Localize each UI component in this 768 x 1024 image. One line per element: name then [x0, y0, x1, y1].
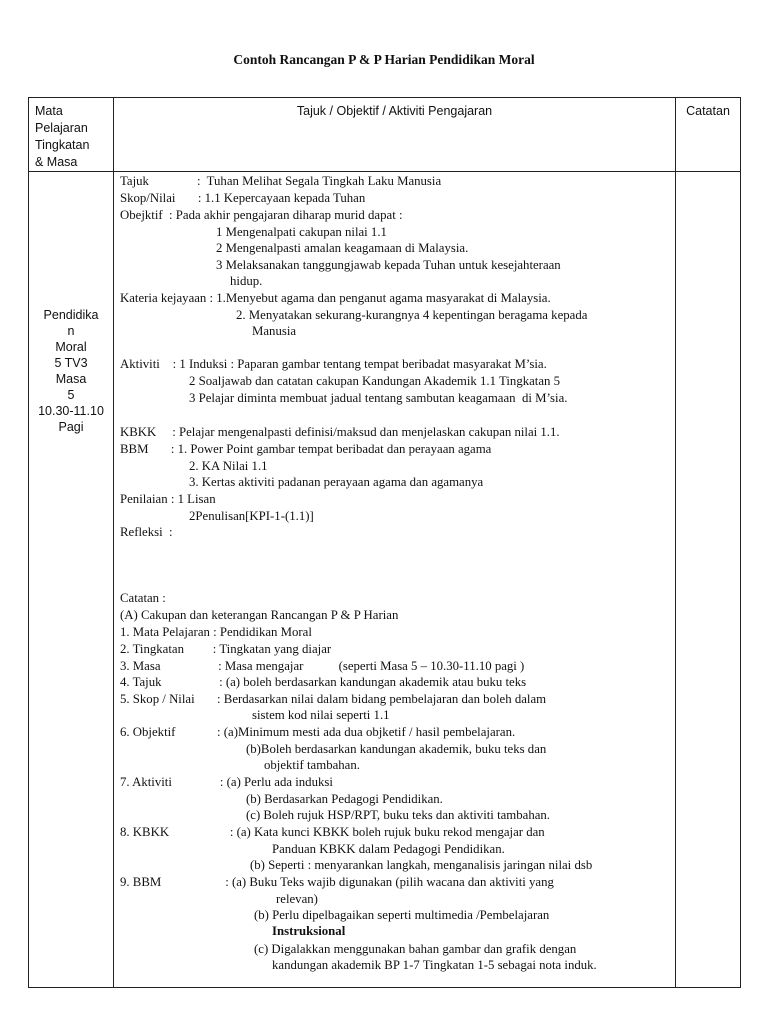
lesson-content [114, 172, 675, 987]
content-line-note-9-cont: relevan) [276, 892, 318, 906]
content-line-note-6: 6. Objektif : (a)Minimum mesti ada dua objketif / hasil pembelajaran. [120, 725, 516, 739]
subject-cell [29, 172, 114, 988]
header-subject-line: Pelajaran [35, 121, 88, 135]
content-line-note-3: 3. Masa : Masa mengajar (seperti Masa 5 – 10.30-11.10 pagi ) [120, 659, 525, 673]
content-line-catatan-a: (A) Cakupan dan keterangan Rancangan P & P Harian [120, 608, 399, 622]
lesson-plan-table [28, 97, 741, 988]
content-line-objektif-3: 3 Melaksanakan tanggungjawab kepada Tuhan untuk kesejahteraan [216, 258, 561, 272]
header-subject-line: Tingkatan [35, 138, 90, 152]
table-header-row [29, 98, 741, 172]
subject-line: Pendidika [43, 308, 99, 322]
content-line-bbm: BBM : 1. Power Point gambar tempat beribadat dan perayaan agama [120, 442, 492, 456]
content-line-note-9-c: (c) Digalakkan menggunakan bahan gambar dan grafik dengan [254, 942, 577, 956]
content-line-bbm-2: 2. KA Nilai 1.1 [189, 459, 268, 473]
subject-line: 5 [67, 388, 75, 402]
content-line-kriteria: Kateria kejayaan : 1.Menyebut agama dan penganut agama masyarakat di Malaysia. [120, 291, 551, 305]
content-line-aktiviti-3: 3 Pelajar diminta membuat jadual tentang sambutan keagamaan di M’sia. [189, 391, 568, 405]
content-cell [114, 172, 676, 988]
content-line-objektif-2: 2 Mengenalpasti amalan keagamaan di Malaysia. [216, 241, 469, 255]
content-line-note-9-b: (b) Perlu dipelbagaikan seperti multimedia /Pembelajaran [254, 908, 550, 922]
content-line-kbkk: KBKK : Pelajar mengenalpasti definisi/maksud dan menjelaskan cakupan nilai 1.1. [120, 425, 560, 439]
header-subject-line: Mata [35, 104, 63, 118]
content-line-note-9-b-cont: Instruksional [272, 924, 346, 938]
content-line-note-7-c: (c) Boleh rujuk HSP/RPT, buku teks dan aktiviti tambahan. [246, 808, 551, 822]
document-title: Contoh Rancangan P & P Harian Pendidikan Moral [233, 52, 535, 67]
subject-line: n [67, 324, 75, 338]
content-line-aktiviti-2: 2 Soaljawab dan catatan cakupan Kandungan Akademik 1.1 Tingkatan 5 [189, 374, 561, 388]
content-line-note-9-c-cont: kandungan akademik BP 1-7 Tingkatan 1-5 sebagai nota induk. [272, 958, 597, 972]
content-line-note-1: 1. Mata Pelajaran : Pendidikan Moral [120, 625, 312, 639]
subject-line: 5 TV3 [54, 356, 88, 370]
content-line-skop: Skop/Nilai : 1.1 Kepercayaan kepada Tuhan [120, 191, 366, 205]
header-cell-subject [29, 98, 114, 172]
header-subject-line: & Masa [35, 155, 78, 169]
content-line-note-2: 2. Tingkatan : Tingkatan yang diajar [120, 642, 332, 656]
table-body-row [29, 172, 741, 988]
header-notes-label: Catatan [686, 104, 730, 118]
header-cell-topic [114, 98, 676, 172]
content-line-refleksi: Refleksi : [120, 525, 173, 539]
content-line-note-9: 9. BBM : (a) Buku Teks wajib digunakan (pilih wacana dan aktiviti yang [120, 875, 554, 889]
content-line-note-5-cont: sistem kod nilai seperti 1.1 [252, 708, 390, 722]
content-line-note-5: 5. Skop / Nilai : Berdasarkan nilai dalam bidang pembelajaran dan boleh dalam [120, 692, 547, 706]
content-line-aktiviti: Aktiviti : 1 Induksi : Paparan gambar tentang tempat beribadat masyarakat M’sia. [120, 357, 547, 371]
content-line-bbm-3: 3. Kertas aktiviti padanan perayaan agama dan agamanya [189, 475, 484, 489]
content-line-kriteria-2: 2. Menyatakan sekurang-kurangnya 4 kepentingan beragama kepada [236, 308, 588, 322]
content-line-objektif-3-cont: hidup. [230, 274, 263, 288]
content-line-objektif-1: 1 Mengenalpati cakupan nilai 1.1 [216, 225, 387, 239]
subject-line: Masa [55, 372, 87, 386]
content-line-note-8-cont: Panduan KBKK dalam Pedagogi Pendidikan. [272, 842, 505, 856]
content-line-note-8: 8. KBKK : (a) Kata kunci KBKK boleh rujuk buku rekod mengajar dan [120, 825, 545, 839]
content-line-catatan: Catatan : [120, 591, 166, 605]
content-line-note-8-b: (b) Seperti : menyarankan langkah, menganalisis jaringan nilai dsb [250, 858, 593, 872]
content-line-kriteria-2-cont: Manusia [252, 324, 297, 338]
content-line-note-7: 7. Aktiviti : (a) Perlu ada induksi [120, 775, 333, 789]
content-line-note-6-b: (b)Boleh berdasarkan kandungan akademik, buku teks dan [246, 742, 547, 756]
subject-line: Moral [55, 340, 87, 354]
content-line-penilaian-2: 2Penulisan[KPI-1-(1.1)] [189, 509, 314, 523]
subject-line: Pagi [58, 420, 84, 434]
content-line-penilaian: Penilaian : 1 Lisan [120, 492, 216, 506]
header-cell-notes [676, 98, 741, 172]
subject-line: 10.30-11.10 [38, 404, 104, 418]
content-line-note-4: 4. Tajuk : (a) boleh berdasarkan kandungan akademik atau buku teks [120, 675, 527, 689]
notes-cell [676, 172, 741, 988]
content-line-note-6-b-cont: objektif tambahan. [264, 758, 360, 772]
content-line-tajuk: Tajuk : Tuhan Melihat Segala Tingkah Laku Manusia [120, 174, 442, 188]
content-line-objektif: Obejktif : Pada akhir pengajaran diharap murid dapat : [120, 208, 403, 222]
content-line-note-7-b: (b) Berdasarkan Pedagogi Pendidikan. [246, 792, 443, 806]
header-topic-label: Tajuk / Objektif / Aktiviti Pengajaran [296, 104, 493, 118]
